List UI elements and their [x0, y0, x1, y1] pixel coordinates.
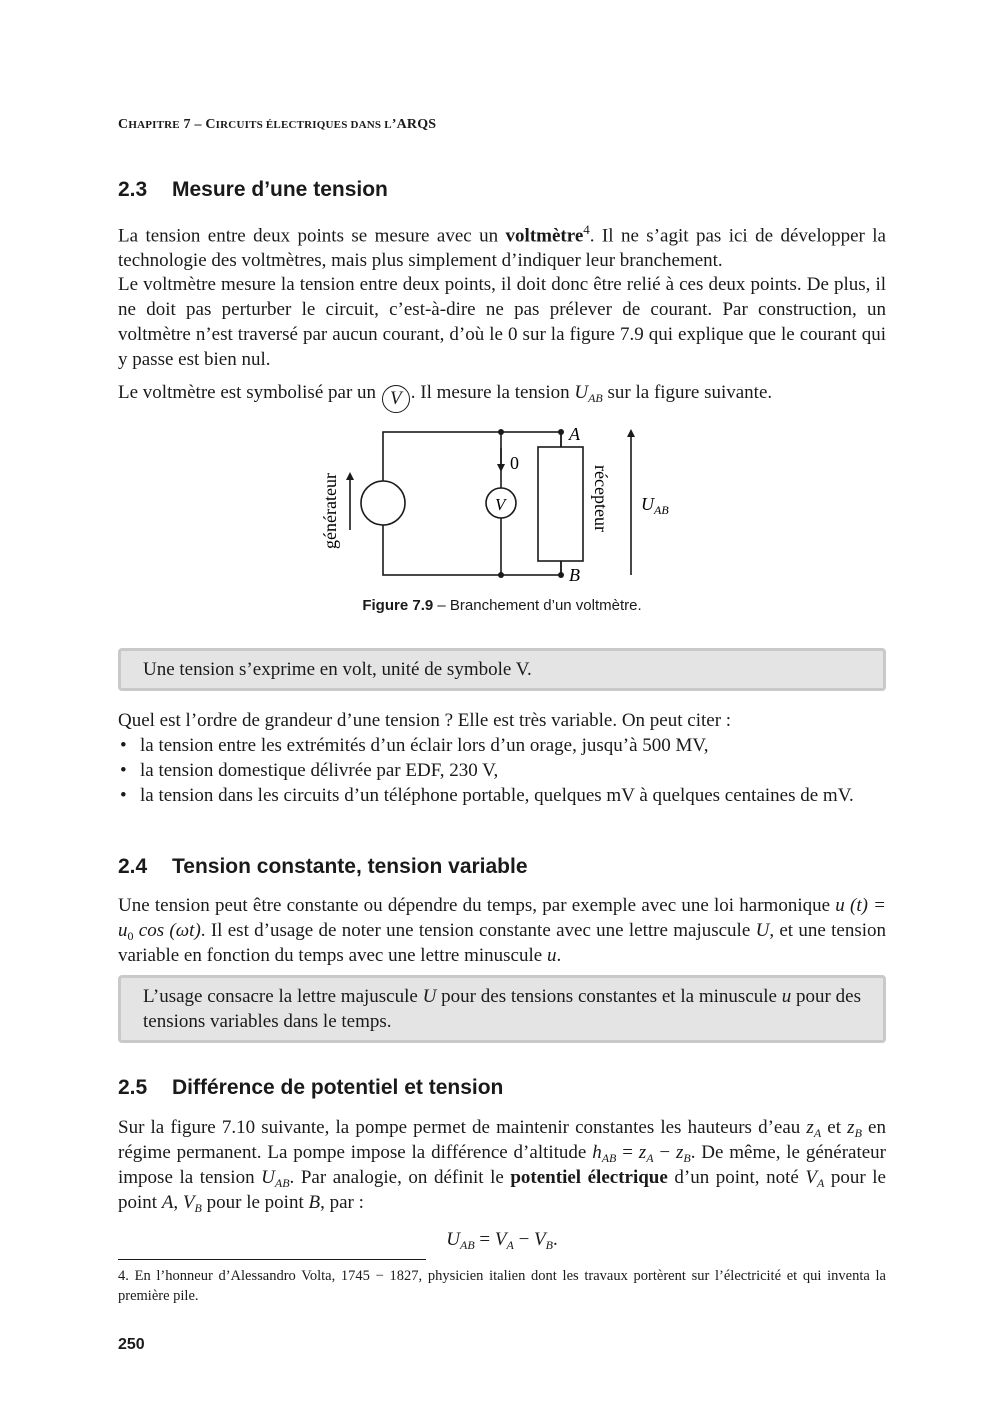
formula-harmonique: u (t) = u [118, 895, 886, 941]
running-head-title-end: ’ARQS [391, 117, 437, 132]
math-eq: = [474, 1229, 495, 1250]
math-V: V [182, 1192, 195, 1213]
running-head-chapitre-num: 7 – [183, 117, 202, 132]
text: . Il est d’usage de noter une tension constante avec une lettre majuscule [200, 920, 756, 941]
math-U: U [261, 1167, 275, 1188]
math-minus: − [513, 1229, 535, 1250]
caption-text: Branchement d’un voltmètre. [449, 597, 642, 614]
section-2-3-heading [118, 178, 388, 202]
math-U: U [446, 1229, 460, 1250]
circuit-loop [383, 432, 561, 575]
text: La tension entre deux points se mesure avec un [118, 225, 506, 247]
label-zero: 0 [510, 453, 519, 473]
math-z: z [806, 1117, 814, 1138]
math-V: V [494, 1229, 507, 1250]
math-z: z [675, 1142, 684, 1163]
text: = [616, 1142, 639, 1163]
list-ordre-grandeur [118, 733, 886, 808]
math-A: A [161, 1192, 174, 1213]
text: . Par analogie, on définit le [289, 1167, 511, 1188]
text: pour le point [201, 1192, 309, 1213]
figure-circuit-voltmetre [118, 420, 886, 590]
text: . De même, le générateur impose la tension [118, 1142, 886, 1188]
term-voltmetre: voltmètre [505, 225, 584, 247]
node-top [498, 429, 504, 435]
section-2-4-heading [118, 855, 528, 879]
text: d’un point, noté [667, 1167, 806, 1188]
math-sub: A [813, 1126, 822, 1140]
math-sub: B [854, 1126, 862, 1140]
math-sub: B [545, 1238, 553, 1252]
section-title: Différence de potentiel et tension [172, 1076, 504, 1099]
paragraph-voltmetre-mesure: Le voltmètre mesure la tension entre deux points, il doit donc être relié à ces deux points. De plus, il ne doit pas perturber le circuit, c’est-à-dire ne pas prélever de courant. Par construction, un voltmètre n’est traversé par aucun courant, d’où le 0 sur la figure 7.9 qui explique que le courant qui y passe est bien nul. [118, 274, 886, 370]
math-B: B [308, 1192, 321, 1213]
paragraph-voltmetre-symbole [118, 380, 886, 413]
math-end: . [553, 1229, 558, 1250]
text: − [653, 1142, 676, 1163]
formula-sub: 0 [127, 929, 134, 943]
running-head-title-initial: C [205, 117, 216, 132]
math-U: U [422, 986, 437, 1007]
zero-arrow-head-icon [497, 464, 505, 472]
section-number: 2.3 [118, 178, 148, 201]
uab-arrow-head-icon [627, 429, 635, 437]
math-U: U [574, 382, 589, 403]
footnote-rule [118, 1259, 426, 1260]
caption-label: Figure 7.9 [362, 597, 434, 614]
list-item-text: la tension domestique délivrée par EDF, 230 V, [140, 760, 499, 781]
math-sub: AB [459, 1238, 475, 1252]
text: , par : [320, 1192, 364, 1213]
voltmeter-symbol-icon: V [382, 385, 410, 413]
running-head-chapitre-initial: C [118, 117, 129, 132]
paragraph-tension-constante [118, 893, 886, 968]
text: . [556, 945, 562, 966]
text: sur la figure suivante. [602, 382, 773, 403]
label-generateur: générateur [320, 473, 340, 549]
section-title: Tension constante, tension variable [172, 855, 528, 878]
text: pour des tensions variables dans le temps. [143, 986, 861, 1032]
paragraph-potentiel [118, 1115, 886, 1215]
list-item-text: la tension dans les circuits d’un téléphone portable, quelques mV à quelques centaines de mV. [140, 785, 854, 806]
paragraph-ordre-grandeur: Quel est l’ordre de grandeur d’une tension ? Elle est très variable. On peut citer : [118, 710, 732, 731]
generator-arrow-head-icon [346, 472, 354, 480]
math-sub: A [816, 1176, 825, 1190]
text: L’usage consacre la lettre majuscule [143, 986, 423, 1007]
figure-caption [118, 597, 886, 614]
footnote-4: 4. En l’honneur d’Alessandro Volta, 1745 − 1827, physicien italien dont les travaux portèrent sur l’électricité et qui inventa la première pile. [118, 1268, 886, 1304]
text: pour des tensions constantes et la minuscule [436, 986, 782, 1007]
math-sub: B [194, 1201, 202, 1215]
list-item [118, 758, 886, 783]
math-sub: A [646, 1151, 654, 1165]
text: en régime permanent. La pompe impose la différence d’altitude [118, 1117, 886, 1163]
math-sub: AB [274, 1176, 290, 1190]
label-A: A [569, 424, 580, 444]
bullet-icon: • [120, 785, 127, 806]
node-bottom [498, 572, 504, 578]
math-V: V [534, 1229, 546, 1250]
label-B: B [569, 565, 580, 585]
highlight-box-volt: Une tension s’exprime en volt, unité de symbole V. [118, 648, 886, 691]
term-potentiel: potentiel électrique [510, 1167, 668, 1188]
list-item [118, 783, 886, 808]
math-z: z [847, 1117, 855, 1138]
math-sub: AB [588, 391, 603, 405]
math-U: U [755, 920, 770, 941]
formula-cos: cos (ωt) [133, 920, 201, 941]
math-V: V [805, 1167, 817, 1188]
label-U: U [641, 494, 654, 514]
math-sub: B [683, 1151, 691, 1165]
text: , [173, 1192, 183, 1213]
list-item [118, 733, 886, 758]
label-recepteur: récepteur [591, 465, 611, 532]
paragraph-voltmetre-intro [118, 217, 886, 273]
text: , et une tension variable en fonction du temps avec une lettre minuscule [118, 920, 886, 966]
equation-uab [118, 1229, 886, 1251]
caption-sep: – [433, 597, 450, 614]
text: Sur la figure 7.10 suivante, la pompe permet de maintenir constantes les hauteurs d’eau [118, 1117, 807, 1138]
footnote-ref: 4 [583, 222, 590, 237]
text: pour le point [118, 1167, 886, 1213]
math-u: u [546, 945, 557, 966]
bullet-icon: • [120, 760, 127, 781]
running-head-chapitre: HAPITRE [128, 119, 180, 131]
highlight-box-usage [118, 975, 886, 1043]
text: Le voltmètre est symbolisé par un [118, 382, 381, 403]
label-U-sub: AB [654, 503, 669, 517]
math-u: u [781, 986, 792, 1007]
bullet-icon: • [120, 735, 127, 756]
math-sub: A [506, 1238, 514, 1252]
section-title: Mesure d’une tension [172, 178, 388, 201]
generator-symbol-icon [361, 481, 405, 525]
section-number: 2.5 [118, 1076, 148, 1099]
list-item-text: la tension entre les extrémités d’un éclair lors d’un orage, jusqu’à 500 MV, [140, 735, 709, 756]
math-z: z [638, 1142, 647, 1163]
page-number: 250 [118, 1336, 145, 1353]
text: Une tension peut être constante ou dépendre du temps, par exemple avec une loi harmonique [118, 895, 831, 916]
running-head [118, 117, 436, 133]
section-2-5-heading [118, 1076, 503, 1100]
node-A [558, 429, 564, 435]
section-number: 2.4 [118, 855, 148, 878]
text: et [821, 1117, 848, 1138]
receiver-resistor [538, 447, 583, 561]
label-UAB [641, 494, 669, 517]
running-head-title: IRCUITS ÉLECTRIQUES DANS L [215, 119, 392, 131]
math-sub: AB [601, 1151, 617, 1165]
node-B [558, 572, 564, 578]
math-h: h [592, 1142, 602, 1163]
text: . Il ne s’agit pas ici de développer la technologie des voltmètres, mais plus simplement d’indiquer leur branchement. [118, 225, 886, 272]
label-V: V [495, 495, 506, 514]
text: . Il mesure la tension [410, 382, 575, 403]
